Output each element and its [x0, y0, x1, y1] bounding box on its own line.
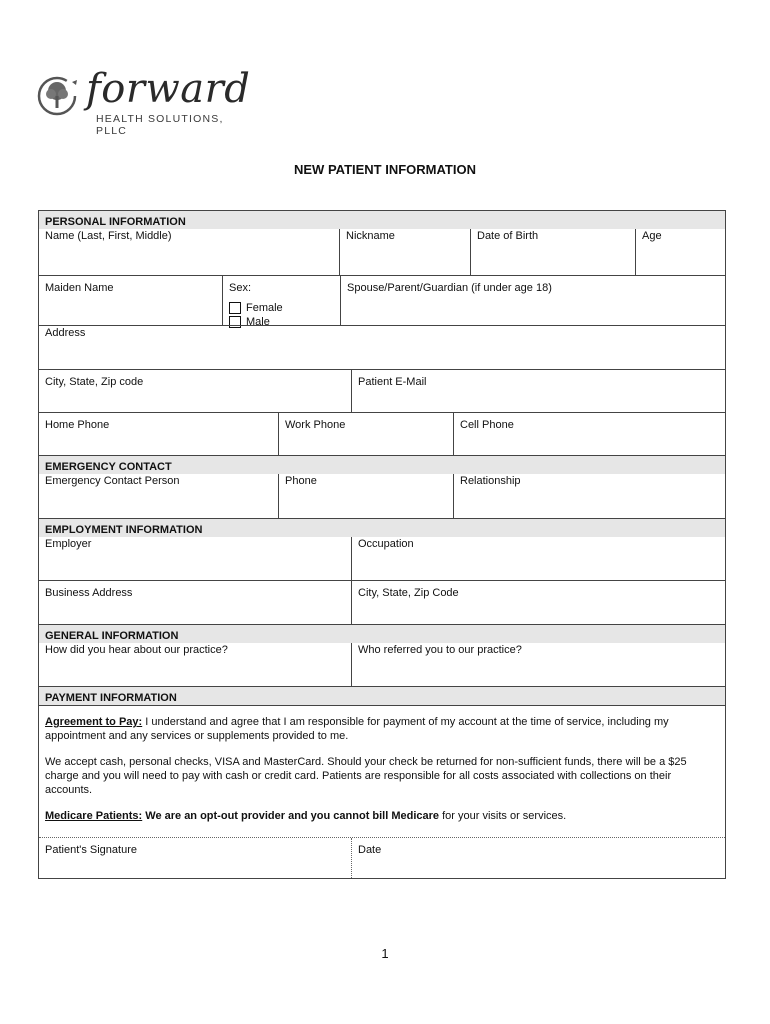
date-label: Date — [358, 844, 382, 856]
address-label: Address — [45, 327, 86, 339]
relationship-label: Relationship — [460, 475, 521, 487]
female-checkbox[interactable] — [229, 302, 241, 314]
maiden-row — [39, 275, 725, 328]
name-row — [39, 229, 725, 275]
name-field[interactable] — [39, 229, 339, 275]
city-state-zip-field[interactable] — [39, 370, 351, 412]
email-field[interactable] — [351, 370, 725, 412]
accepted-payment-paragraph: We accept cash, personal checks, VISA and MasterCard. Should your check be returned for non-sufficient funds, there will be a $25 charge and you will need to pay with cash or credit card. Patients are responsible for all costs associated with collections on their accounts. — [45, 756, 687, 796]
emergency-phone-field[interactable] — [278, 474, 453, 518]
spouse-label: Spouse/Parent/Guardian (if under age 18) — [347, 282, 552, 294]
company-logo — [36, 66, 256, 137]
dob-label: Date of Birth — [477, 230, 539, 242]
page-number: 1 — [381, 946, 389, 961]
agreement-label: Agreement to Pay: — [45, 716, 143, 728]
work-phone-field[interactable] — [278, 413, 453, 455]
sex-label: Sex: — [229, 282, 252, 294]
email-label: Patient E-Mail — [358, 376, 427, 388]
age-label: Age — [642, 230, 662, 242]
age-field[interactable] — [635, 229, 725, 275]
agreement-text: I understand and agree that I am responsible for payment of my account at the time of service, including my appointment and any services or supplements provided to me. — [45, 716, 669, 742]
emergency-phone-label: Phone — [285, 475, 317, 487]
signature-row — [39, 837, 725, 878]
spouse-field[interactable] — [340, 276, 725, 325]
signature-label: Patient's Signature — [45, 844, 137, 856]
relationship-field[interactable] — [453, 474, 725, 518]
medicare-bold-text: We are an opt-out provider and you cannot bill Medicare — [142, 810, 440, 822]
maiden-name-label: Maiden Name — [45, 282, 114, 294]
sex-field — [222, 276, 340, 328]
employment-info-header: EMPLOYMENT INFORMATION — [39, 518, 725, 537]
date-field[interactable] — [351, 838, 725, 878]
emergency-person-field[interactable] — [39, 474, 278, 518]
referred-label: Who referred you to our practice? — [358, 644, 522, 656]
cell-phone-field[interactable] — [453, 413, 725, 455]
medicare-rest-text: for your visits or services. — [439, 810, 567, 822]
business-address-field[interactable] — [39, 581, 351, 624]
employer-label: Employer — [45, 538, 92, 550]
emergency-person-label: Emergency Contact Person — [45, 475, 180, 487]
medicare-label: Medicare Patients: — [45, 810, 143, 822]
occupation-label: Occupation — [358, 538, 414, 550]
nickname-field[interactable] — [339, 229, 470, 275]
payment-terms — [39, 705, 725, 837]
address-row — [39, 325, 725, 369]
nickname-label: Nickname — [346, 230, 395, 242]
patient-form — [38, 210, 726, 879]
cell-phone-label: Cell Phone — [460, 419, 514, 431]
dob-field[interactable] — [470, 229, 635, 275]
personal-info-header: PERSONAL INFORMATION — [39, 211, 725, 229]
name-label: Name (Last, First, Middle) — [45, 230, 172, 242]
signature-field[interactable] — [39, 838, 351, 878]
business-city-label: City, State, Zip Code — [358, 587, 459, 599]
hear-about-label: How did you hear about our practice? — [45, 644, 228, 656]
payment-info-header: PAYMENT INFORMATION — [39, 686, 725, 705]
hear-about-field[interactable] — [39, 643, 351, 686]
work-phone-label: Work Phone — [285, 419, 346, 431]
business-address-label: Business Address — [45, 587, 133, 599]
logo-wordmark: forward — [86, 66, 251, 112]
address-field[interactable] — [39, 326, 725, 369]
city-state-zip-label: City, State, Zip code — [45, 376, 144, 388]
female-option[interactable] — [229, 302, 340, 314]
logo-subtitle: HEALTH SOLUTIONS, PLLC — [96, 113, 224, 137]
employer-row — [39, 537, 725, 580]
tree-logo-icon — [36, 74, 80, 118]
occupation-field[interactable] — [351, 537, 725, 580]
referred-field[interactable] — [351, 643, 725, 686]
business-city-field[interactable] — [351, 581, 725, 624]
agreement-paragraph — [45, 715, 719, 743]
home-phone-label: Home Phone — [45, 419, 110, 431]
home-phone-field[interactable] — [39, 413, 278, 455]
male-label: Male — [246, 316, 270, 328]
employer-field[interactable] — [39, 537, 351, 580]
medicare-paragraph — [45, 809, 719, 823]
city-row — [39, 369, 725, 412]
business-row — [39, 580, 725, 624]
emergency-row — [39, 474, 725, 518]
female-label: Female — [246, 302, 283, 314]
general-row — [39, 643, 725, 686]
maiden-name-field[interactable] — [39, 276, 222, 325]
general-info-header: GENERAL INFORMATION — [39, 624, 725, 643]
page-title: NEW PATIENT INFORMATION — [294, 162, 476, 177]
emergency-contact-header: EMERGENCY CONTACT — [39, 455, 725, 474]
phone-row — [39, 412, 725, 455]
